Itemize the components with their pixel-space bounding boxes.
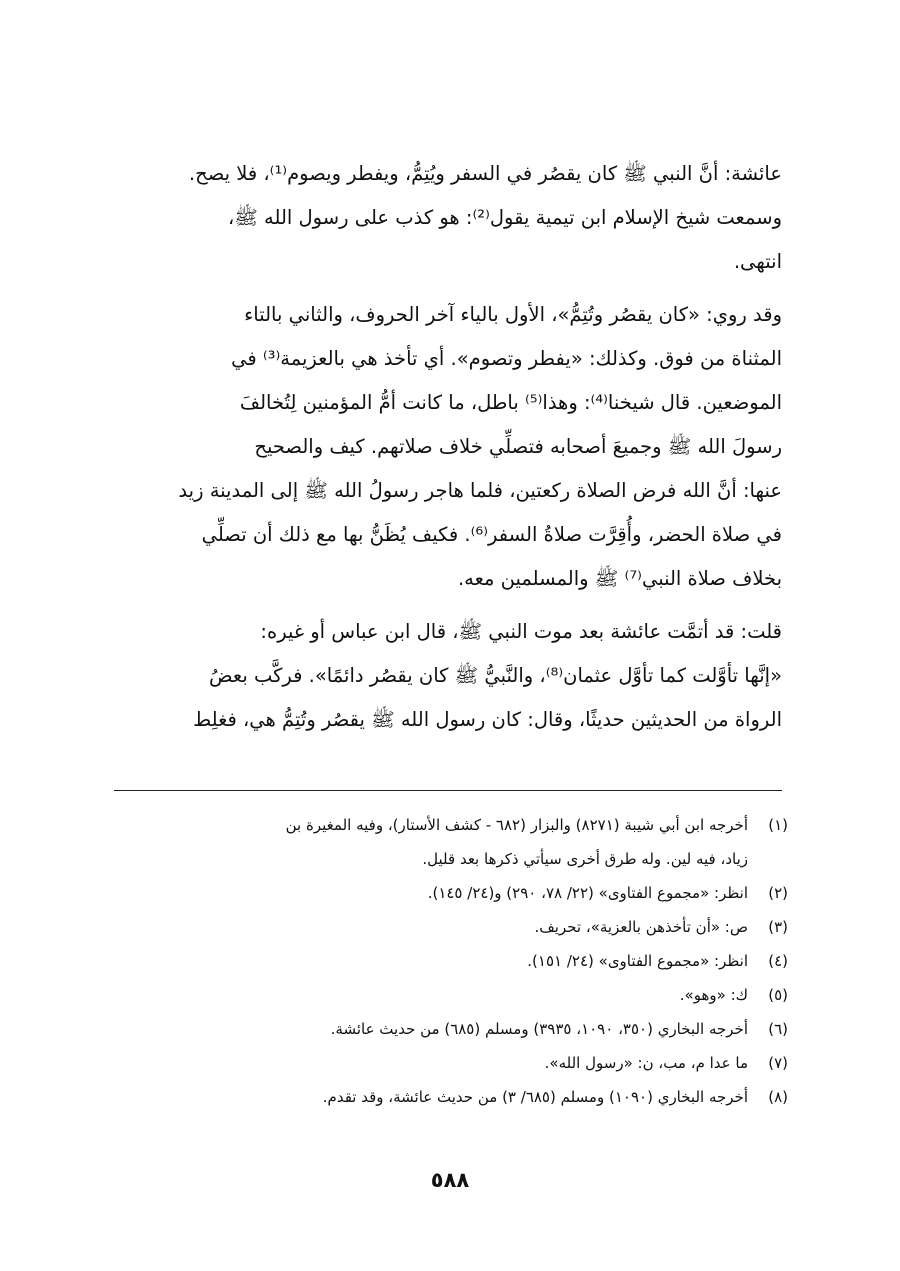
footnote-8: [112, 1080, 788, 1114]
text-line: رسولَ الله ﷺ وجميعَ أصحابه فتصلِّي خلاف صلاتهم. كيف والصحيح: [254, 435, 782, 458]
footnote-6: [112, 1012, 788, 1046]
footnote-number: (١): [768, 816, 788, 834]
text-line: «إنَّها تأوَّلت كما تأوَّل عثمان⁽⁸⁾، والنَّبيُّ ﷺ كان يقصُر دائمًا». فركَّب بعضُ: [209, 664, 782, 687]
footnote-line: زياد، فيه لين. وله طرق أخرى سيأتي ذكرها بعد قليل.: [422, 850, 748, 868]
footnote-text: [112, 944, 748, 978]
text-line: قلت: قد أتمَّت عائشة بعد موت النبي ﷺ، قال ابن عباس أو غيره:: [260, 620, 782, 643]
text-line: وقد روي: «كان يقصُر وتُتِمُّ»، الأول بالياء آخر الحروف، والثاني بالتاء: [244, 303, 782, 326]
footnote-number: (٢): [768, 884, 788, 902]
footnote-line: أخرجه البخاري (٣٥٠، ١٠٩٠، ٣٩٣٥) ومسلم (٦٨٥) من حديث عائشة.: [330, 1020, 748, 1038]
footnote-3: [112, 910, 788, 944]
footnote-divider: [114, 790, 782, 791]
footnote-7: [112, 1046, 788, 1080]
footnote-line: انظر: «مجموع الفتاوى» (٢٤/ ١٥١).: [527, 952, 748, 970]
paragraph-2: [114, 293, 782, 601]
footnote-text: [112, 1046, 748, 1080]
footnote-line: ك: «وهو».: [679, 986, 748, 1004]
footnote-text: [112, 808, 748, 876]
text-line: الرواة من الحديثين حديثًا، وقال: كان رسول الله ﷺ يقصُر وتُتِمُّ هي، فغلِط: [193, 708, 782, 731]
footnote-5: [112, 978, 788, 1012]
footnote-4: [112, 944, 788, 978]
footnote-line: انظر: «مجموع الفتاوى» (٢٢/ ٧٨، ٢٩٠) و(٢٤/ ١٤٥).: [427, 884, 748, 902]
page-number: ٥٨٨: [430, 1168, 470, 1192]
text-line: بخلاف صلاة النبي⁽⁷⁾ ﷺ والمسلمين معه.: [457, 567, 782, 590]
footnote-number: (٣): [768, 918, 788, 936]
paragraph-1: [114, 152, 782, 284]
footnote-number: (٨): [768, 1088, 788, 1106]
paragraph-3: [114, 610, 782, 742]
text-line: المثناة من فوق. وكذلك: «يفطر وتصوم». أي تأخذ هي بالعزيمة⁽³⁾ في: [231, 347, 782, 370]
footnote-line: ما عدا م، مب، ن: «رسول الله».: [544, 1054, 748, 1072]
text-line: انتهى.: [733, 250, 782, 273]
text-line: في صلاة الحضر، وأُقِرَّت صلاةُ السفر⁽⁶⁾. فكيف يُظَنُّ بها مع ذلك أن تصلِّي: [201, 523, 782, 546]
footnote-text: [112, 1080, 748, 1114]
footnote-number: (٧): [768, 1054, 788, 1072]
footnote-text: [112, 978, 748, 1012]
footnote-number: (٤): [768, 952, 788, 970]
footnote-line: ص: «أن تأخذهن بالعزية»، تحريف.: [534, 918, 748, 936]
main-text: [114, 152, 782, 751]
footnote-text: [112, 910, 748, 944]
text-line: عائشة: أنَّ النبي ﷺ كان يقصُر في السفر ويُتِمُّ، ويفطر ويصوم⁽¹⁾، فلا يصح.: [188, 162, 782, 185]
footnote-2: [112, 876, 788, 910]
footnote-number: (٦): [768, 1020, 788, 1038]
text-line: وسمعت شيخ الإسلام ابن تيمية يقول⁽²⁾: هو كذب على رسول الله ﷺ،: [228, 206, 782, 229]
footnote-text: [112, 876, 748, 910]
footnote-1: [112, 808, 788, 876]
text-line: الموضعين. قال شيخنا⁽⁴⁾: وهذا⁽⁵⁾ باطل، ما كانت أمُّ المؤمنين لِتُخالفَ: [239, 391, 782, 414]
footnote-line: أخرجه البخاري (١٠٩٠) ومسلم (٦٨٥/ ٣) من حديث عائشة، وقد تقدم.: [322, 1088, 748, 1106]
footnote-number: (٥): [768, 986, 788, 1004]
footnote-line: أخرجه ابن أبي شيبة (٨٢٧١) والبزار (٦٨٢ - كشف الأستار)، وفيه المغيرة بن: [285, 816, 748, 834]
footnote-text: [112, 1012, 748, 1046]
footnotes: [112, 808, 788, 1114]
text-line: عنها: أنَّ الله فرض الصلاة ركعتين، فلما هاجر رسولُ الله ﷺ إلى المدينة زيد: [178, 479, 782, 502]
